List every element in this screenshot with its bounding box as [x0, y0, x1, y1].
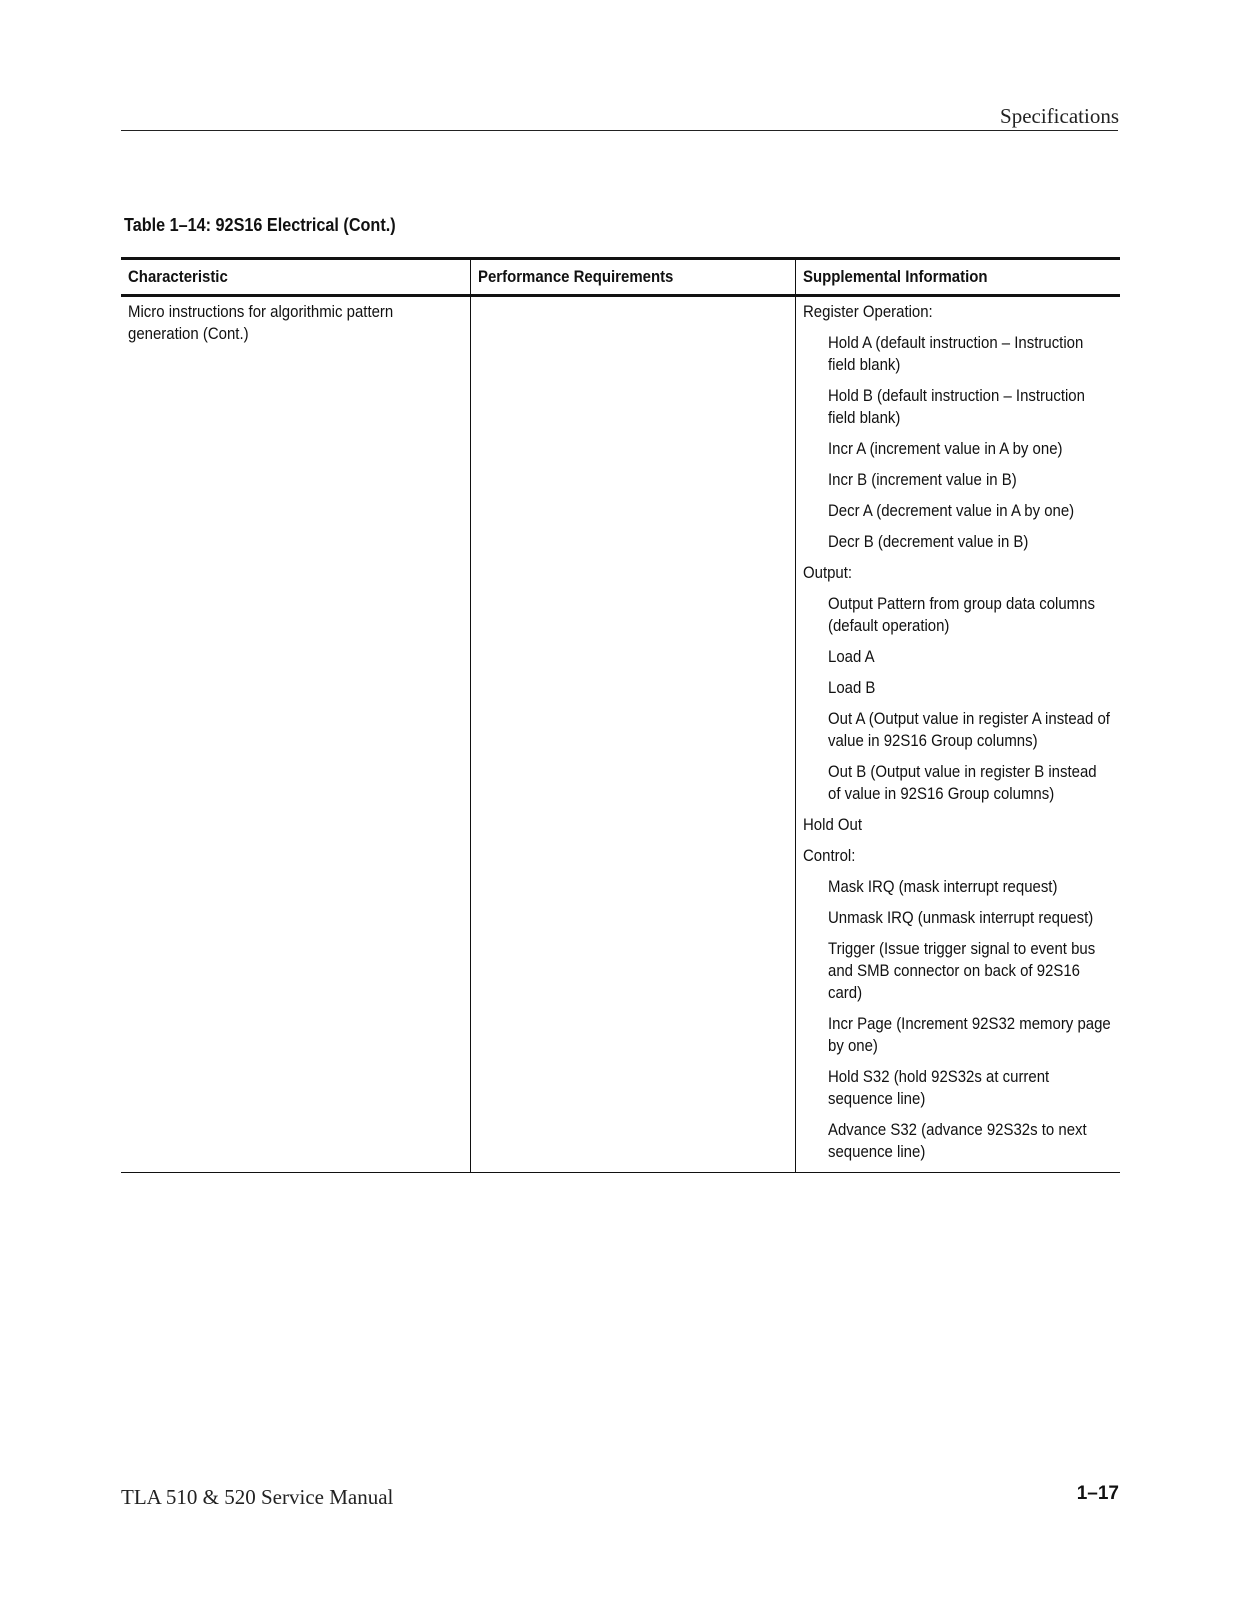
column-header-performance: Performance Requirements — [470, 259, 795, 296]
supplemental-list-item: Incr A (increment value in A by one) — [827, 439, 1063, 458]
supplemental-list-item: Incr Page (Increment 92S32 memory page by one) — [827, 1014, 1111, 1055]
supplemental-list-item: Hold S32 (hold 92S32s at current sequence line) — [827, 1067, 1049, 1108]
supplemental-group-heading: Hold Out — [802, 815, 862, 834]
supplemental-list-item: Output Pattern from group data columns (default operation) — [827, 594, 1095, 635]
supplemental-list-item: Load B — [827, 678, 875, 697]
running-header: Specifications — [1000, 104, 1119, 128]
supplemental-list-item: Trigger (Issue trigger signal to event bus and SMB connector on back of 92S16 card) — [827, 939, 1095, 1002]
supplemental-group-heading: Register Operation: — [802, 302, 933, 321]
characteristic-cell — [121, 296, 470, 1173]
supplemental-list-item: Out B (Output value in register B instead of value in 92S16 Group columns) — [827, 762, 1097, 803]
supplemental-cell — [795, 296, 1120, 1173]
supplemental-list-item: Advance S32 (advance 92S32s to next sequence line) — [827, 1120, 1087, 1161]
page-number: 1–17 — [1076, 1483, 1119, 1504]
supplemental-list-item: Decr A (decrement value in A by one) — [827, 501, 1074, 520]
characteristic-text: Micro instructions for algorithmic pattern generation (Cont.) — [128, 302, 394, 343]
supplemental-list-item: Unmask IRQ (unmask interrupt request) — [827, 908, 1093, 927]
supplemental-group-heading: Control: — [802, 846, 855, 865]
supplemental-list-item: Incr B (increment value in B) — [827, 470, 1017, 489]
supplemental-list-item: Hold A (default instruction – Instruction field blank) — [827, 333, 1083, 374]
column-header-characteristic: Characteristic — [121, 259, 470, 296]
supplemental-list-item: Load A — [827, 647, 875, 666]
supplemental-list-item: Mask IRQ (mask interrupt request) — [827, 877, 1057, 896]
column-header-supplemental: Supplemental Information — [795, 259, 1120, 296]
supplemental-list — [803, 301, 1114, 1163]
supplemental-group-heading: Output: — [802, 563, 852, 582]
supplemental-list-item: Decr B (decrement value in B) — [827, 532, 1028, 551]
supplemental-list-item: Hold B (default instruction – Instruction field blank) — [827, 386, 1085, 427]
table-row — [121, 296, 1120, 1173]
table-header-row — [121, 259, 1120, 296]
specification-table — [121, 257, 1120, 1173]
table-caption: Table 1–14: 92S16 Electrical (Cont.) — [124, 215, 396, 235]
supplemental-list-item: Out A (Output value in register A instead of value in 92S16 Group columns) — [827, 709, 1110, 750]
header-rule — [121, 130, 1118, 131]
performance-cell — [470, 296, 795, 1173]
footer-manual-title: TLA 510 & 520 Service Manual — [121, 1485, 394, 1509]
